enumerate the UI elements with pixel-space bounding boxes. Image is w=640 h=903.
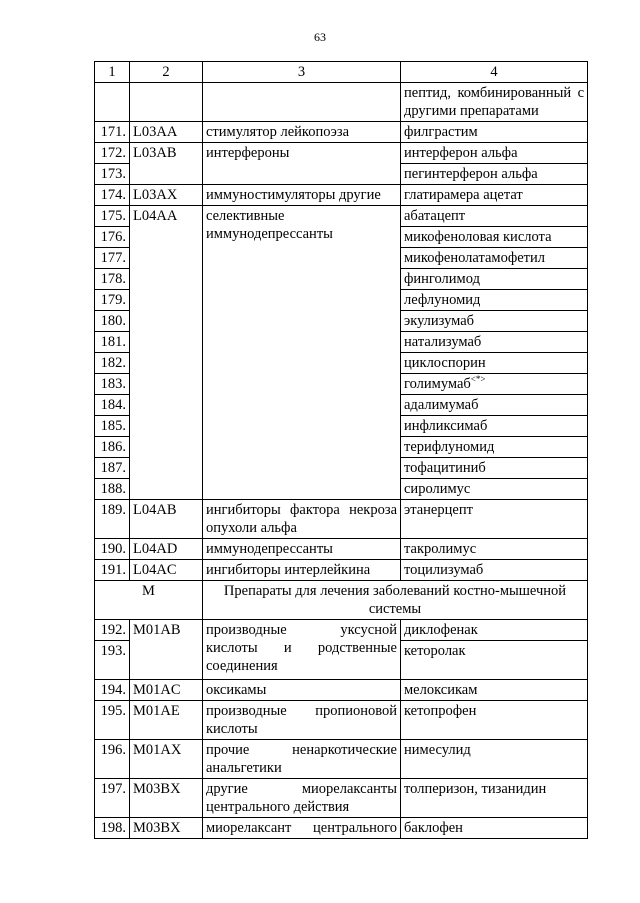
row-number: 192.: [95, 620, 130, 641]
group-name: [203, 83, 401, 122]
group-name: иммуностимуляторы другие: [203, 185, 401, 206]
drug-name: лефлуномид: [401, 290, 588, 311]
row-number: 177.: [95, 248, 130, 269]
drug-name: нимесулид: [401, 740, 588, 779]
row-number: 178.: [95, 269, 130, 290]
table-row: [95, 818, 588, 839]
atc-code: M01AC: [130, 680, 203, 701]
header-cell-4: 4: [401, 62, 588, 83]
drug-name: такролимус: [401, 539, 588, 560]
row-number: 188.: [95, 479, 130, 500]
row-number: 180.: [95, 311, 130, 332]
atc-code: M01AX: [130, 740, 203, 779]
drug-name: сиролимус: [401, 479, 588, 500]
drug-name: микофеноловая кислота: [401, 227, 588, 248]
table-row: [95, 701, 588, 740]
group-name: оксикамы: [203, 680, 401, 701]
row-number: 182.: [95, 353, 130, 374]
row-number: 186.: [95, 437, 130, 458]
continuation-row: [95, 83, 588, 122]
row-number: 198.: [95, 818, 130, 839]
atc-code: [130, 83, 203, 122]
drug-name: терифлуномид: [401, 437, 588, 458]
header-row: [95, 62, 588, 83]
table-row: [95, 122, 588, 143]
drug-name: адалимумаб: [401, 395, 588, 416]
row-number: 190.: [95, 539, 130, 560]
group-name: стимулятор лейкопоэза: [203, 122, 401, 143]
header-cell-2: 2: [130, 62, 203, 83]
drug-name: финголимод: [401, 269, 588, 290]
header-cell-1: 1: [95, 62, 130, 83]
atc-code: L04AB: [130, 500, 203, 539]
row-number: 172.: [95, 143, 130, 164]
row-number: 196.: [95, 740, 130, 779]
drug-name: глатирамера ацетат: [401, 185, 588, 206]
atc-code: M01AE: [130, 701, 203, 740]
row-number: 174.: [95, 185, 130, 206]
row-number: 176.: [95, 227, 130, 248]
atc-code: L04AD: [130, 539, 203, 560]
header-cell-3: 3: [203, 62, 401, 83]
drug-name: пептид, комбинированный с другими препаратами: [401, 83, 588, 122]
section-title: Препараты для лечения заболеваний костно-мышечной системы: [203, 581, 588, 620]
table-row: [95, 560, 588, 581]
drug-name: толперизон, тизанидин: [401, 779, 588, 818]
row-number: 175.: [95, 206, 130, 227]
drug-name: тофацитиниб: [401, 458, 588, 479]
atc-code: L03AX: [130, 185, 203, 206]
group-name: селективные иммунодепрессанты: [203, 206, 401, 500]
drug-name: интерферон альфа: [401, 143, 588, 164]
table-row: [95, 539, 588, 560]
group-name: миорелаксант центрального: [203, 818, 401, 839]
drug-name: баклофен: [401, 818, 588, 839]
row-number: 194.: [95, 680, 130, 701]
row-number: 197.: [95, 779, 130, 818]
drug-name-text: голимумаб: [404, 376, 471, 392]
table-row: [95, 740, 588, 779]
atc-code: L04AA: [130, 206, 203, 500]
table-row: [95, 143, 588, 164]
row-number: 189.: [95, 500, 130, 539]
group-name: производные пропионовой кислоты: [203, 701, 401, 740]
drug-name: тоцилизумаб: [401, 560, 588, 581]
atc-code: M03BX: [130, 818, 203, 839]
drug-name: мелоксикам: [401, 680, 588, 701]
group-name: ингибиторы фактора некроза опухоли альфа: [203, 500, 401, 539]
atc-code: M01AB: [130, 620, 203, 680]
drug-name: кетопрофен: [401, 701, 588, 740]
drug-name: филграстим: [401, 122, 588, 143]
row-number: 184.: [95, 395, 130, 416]
row-number: 181.: [95, 332, 130, 353]
drug-name: [401, 374, 588, 395]
group-name: интерфероны: [203, 143, 401, 185]
drug-name: инфликсимаб: [401, 416, 588, 437]
atc-code: L03AA: [130, 122, 203, 143]
drug-name: микофенолатамофетил: [401, 248, 588, 269]
group-name: другие миорелаксанты центрального действия: [203, 779, 401, 818]
drug-name: диклофенак: [401, 620, 588, 641]
table-row: [95, 206, 588, 227]
section-letter: M: [95, 581, 203, 620]
group-name: ингибиторы интерлейкина: [203, 560, 401, 581]
drug-name: экулизумаб: [401, 311, 588, 332]
drug-name: натализумаб: [401, 332, 588, 353]
table-row: [95, 185, 588, 206]
row-number: 183.: [95, 374, 130, 395]
row-number: 179.: [95, 290, 130, 311]
page-number: 63: [314, 30, 326, 44]
drug-name: абатацепт: [401, 206, 588, 227]
table-row: [95, 779, 588, 818]
row-number: 191.: [95, 560, 130, 581]
row-number: 187.: [95, 458, 130, 479]
table-row: [95, 620, 588, 641]
atc-code: L04AC: [130, 560, 203, 581]
section-row: [95, 581, 588, 620]
table-row: [95, 500, 588, 539]
atc-code: M03BX: [130, 779, 203, 818]
row-number: 171.: [95, 122, 130, 143]
row-number: 195.: [95, 701, 130, 740]
drug-name: кеторолак: [401, 641, 588, 680]
table-row: [95, 680, 588, 701]
group-name: производные уксусной кислоты и родственные соединения: [203, 620, 401, 680]
drug-table: [94, 61, 588, 839]
row-number: [95, 83, 130, 122]
group-name: прочие ненаркотические анальгетики: [203, 740, 401, 779]
group-name: иммунодепрессанты: [203, 539, 401, 560]
drug-name: этанерцепт: [401, 500, 588, 539]
drug-name: пегинтерферон альфа: [401, 164, 588, 185]
row-number: 173.: [95, 164, 130, 185]
drug-name: циклоспорин: [401, 353, 588, 374]
row-number: 193.: [95, 641, 130, 680]
row-number: 185.: [95, 416, 130, 437]
footnote-marker: <*>: [470, 374, 486, 385]
atc-code: L03AB: [130, 143, 203, 185]
